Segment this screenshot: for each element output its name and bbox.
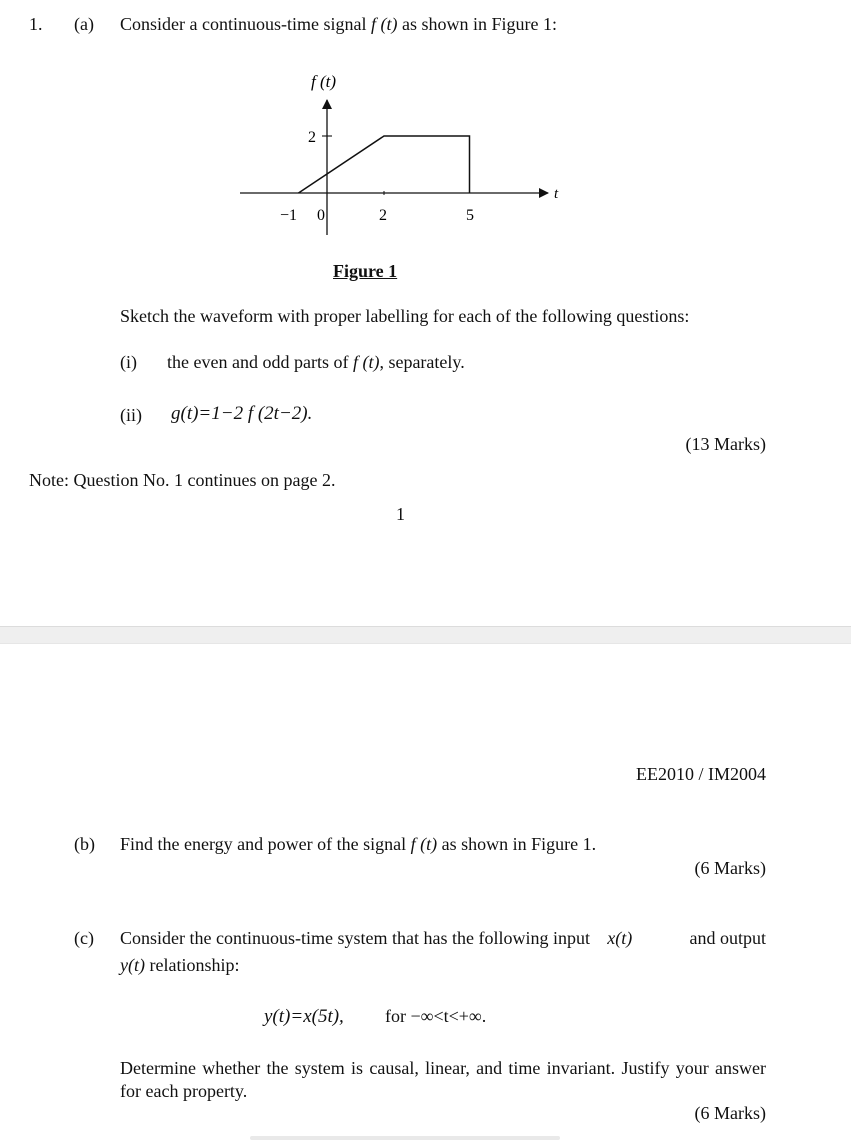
part-c-label: (c) — [74, 928, 94, 948]
part-a-text-start: Consider a continuous-time signal — [120, 14, 371, 34]
item-i-function: f (t) — [352, 352, 380, 372]
page-number: 1 — [396, 504, 405, 524]
x-tick-label-5: 5 — [466, 207, 474, 224]
part-c-text-start: Consider the continuous-time system that has the following input — [120, 928, 590, 948]
item-i-text-start: the even and odd parts of — [167, 352, 353, 372]
x-tick-label-0: 0 — [317, 207, 325, 224]
part-c-text-end: relationship: — [144, 955, 240, 975]
signal-waveform — [299, 136, 470, 193]
x-tick-label-minus1: −1 — [280, 207, 298, 224]
course-code: EE2010 / IM2004 — [636, 764, 766, 784]
part-b-text — [120, 834, 596, 855]
figure-caption: Figure 1 — [333, 261, 398, 281]
part-a-function: f (t) — [370, 14, 398, 34]
part-c-text-line1 — [120, 928, 766, 949]
marks-b: (6 Marks) — [694, 858, 766, 878]
item-ii-formula: g(t)=1−2 f (2t−2). — [171, 403, 313, 424]
part-c-instruction: Determine whether the system is causal, linear, and time invariant. Justify your answer for each property. — [120, 1058, 766, 1101]
y-tick-label-2: 2 — [308, 129, 316, 146]
y-axis-label: f (t) — [311, 72, 337, 91]
part-c-input: x(t) — [607, 928, 633, 948]
marks-a: (13 Marks) — [685, 434, 766, 454]
page-separator — [0, 626, 851, 644]
sketch-instruction: Sketch the waveform with proper labelling for each of the following questions: — [120, 306, 690, 326]
part-c-output: y(t) — [120, 955, 145, 975]
part-b-text-start: Find the energy and power of the signal — [120, 834, 411, 854]
item-i-text — [167, 352, 465, 373]
part-b-label: (b) — [74, 834, 95, 854]
scroll-edge — [250, 1136, 560, 1140]
item-i-label: (i) — [120, 352, 137, 372]
figure-1-plot — [230, 60, 580, 235]
part-b-function: f (t) — [410, 834, 438, 854]
part-b-text-end: as shown in Figure 1. — [437, 834, 597, 854]
x-tick-label-2: 2 — [379, 207, 387, 224]
part-a-label: (a) — [74, 14, 94, 34]
marks-c: (6 Marks) — [694, 1103, 766, 1123]
question-number: 1. — [29, 14, 43, 34]
part-c-range: for −∞<t<+∞. — [385, 1006, 487, 1026]
item-i-text-end: , separately. — [379, 352, 465, 372]
part-c-text-mid: and output — [689, 928, 766, 948]
part-a-text — [120, 14, 557, 35]
x-axis-label: t — [554, 186, 559, 202]
part-a-text-end: as shown in Figure 1: — [397, 14, 557, 34]
continuation-note: Note: Question No. 1 continues on page 2. — [29, 470, 336, 490]
item-ii-label: (ii) — [120, 405, 142, 425]
part-c-text-line2 — [120, 955, 239, 976]
part-c-formula: y(t)=x(5t), — [264, 1006, 344, 1027]
